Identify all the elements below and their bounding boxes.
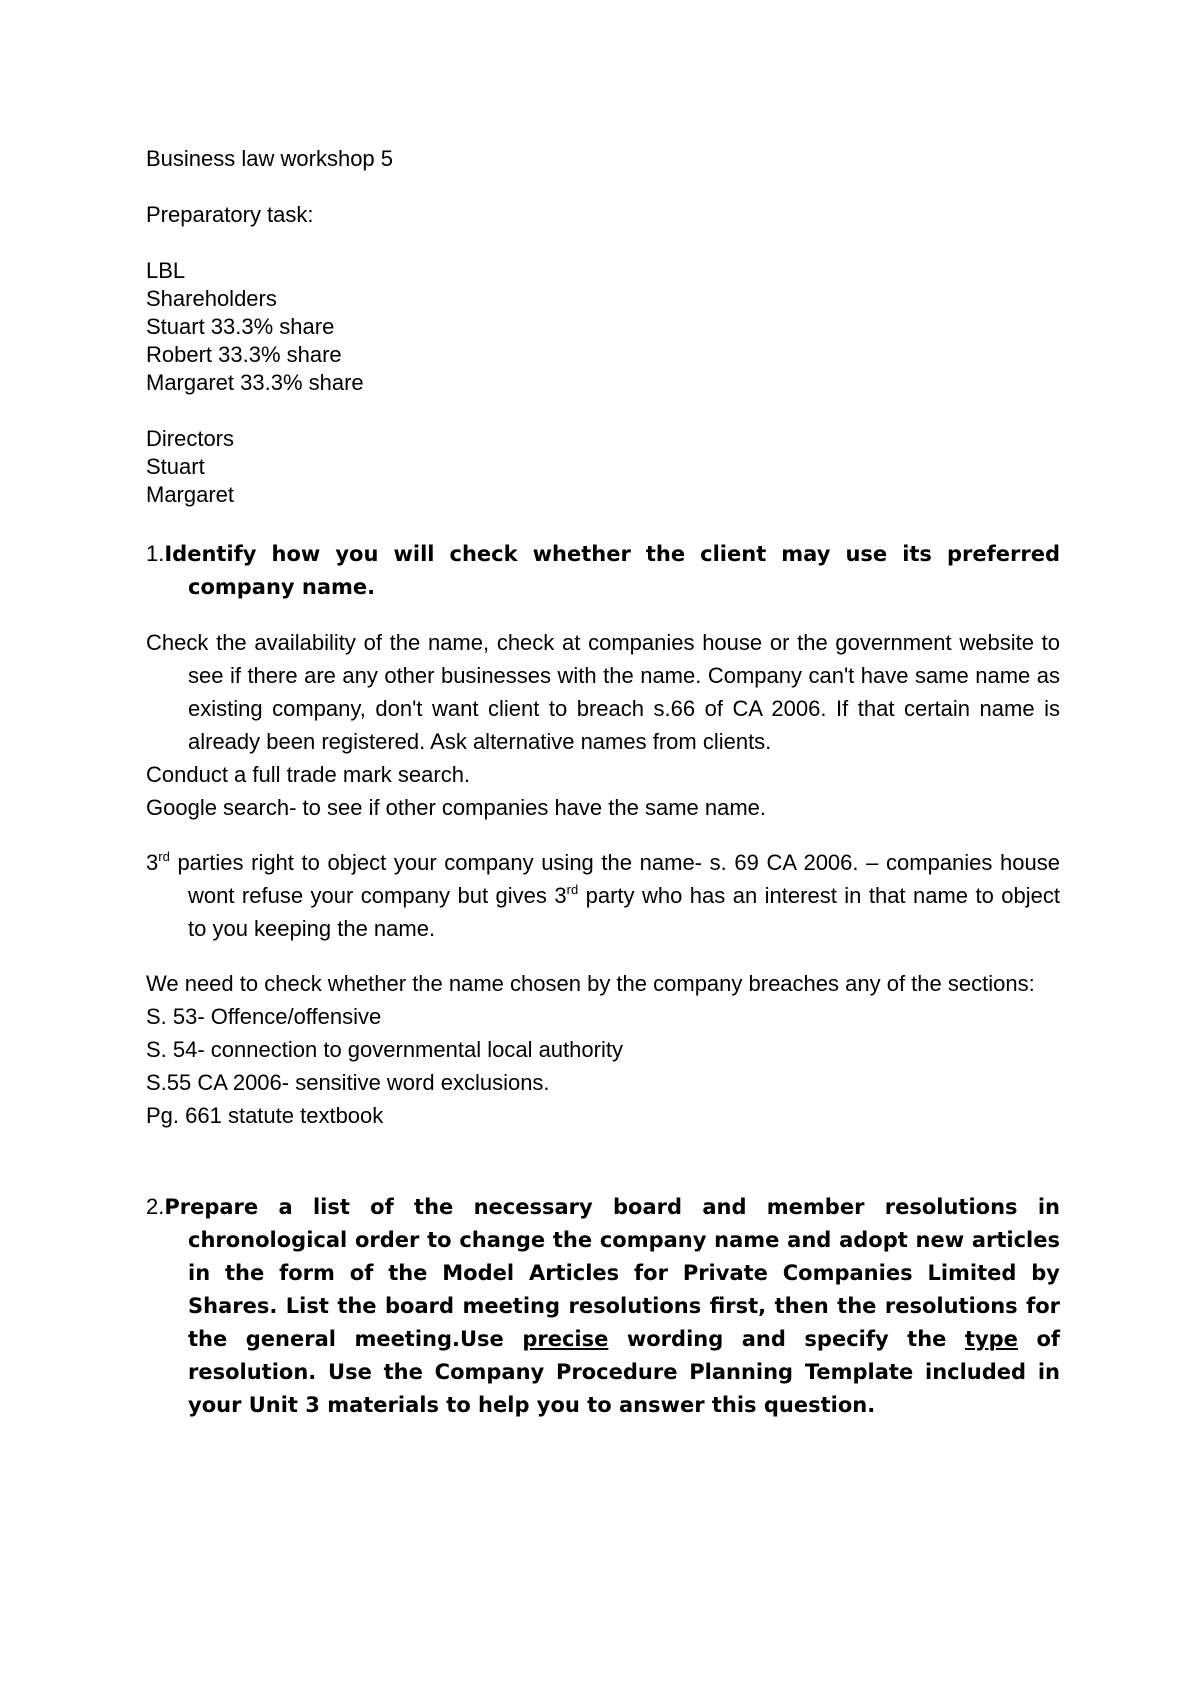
director-item: Margaret (146, 482, 235, 507)
section-item: S. 53- Offence/offensive (146, 1004, 382, 1029)
ordinal-suffix: rd (566, 882, 579, 897)
director-item: Stuart (146, 454, 205, 479)
question-2-emphasis-precise: precise (522, 1327, 609, 1351)
question-2-text: wording and specify the (608, 1327, 965, 1351)
directors-label: Directors (146, 426, 235, 451)
document-body (146, 145, 1060, 1422)
shareholder-item: Stuart 33.3% share (146, 314, 335, 339)
shareholder-item: Robert 33.3% share (146, 342, 342, 367)
question-2-number: 2. (146, 1194, 165, 1219)
section-item: S.55 CA 2006- sensitive word exclusions. (146, 1070, 550, 1095)
third-party-text: 3 (146, 850, 159, 875)
question-2 (146, 1190, 1060, 1422)
shareholder-item: Margaret 33.3% share (146, 370, 364, 395)
question-2-emphasis-type: type (964, 1327, 1018, 1351)
document-title: Business law workshop 5 (146, 146, 394, 171)
section-item: S. 54- connection to governmental local authority (146, 1037, 623, 1062)
third-party-paragraph (146, 846, 1060, 945)
question-1 (146, 537, 1060, 604)
question-1-number: 1. (146, 541, 165, 566)
sections-intro: We need to check whether the name chosen by the company breaches any of the sections: (146, 971, 1035, 996)
answer-1-google-line: Google search- to see if other companies have the same name. (146, 795, 767, 820)
third-party-text: party who has an interest in that name to object to you keeping the name. (188, 883, 1060, 941)
company-name: LBL (146, 258, 186, 283)
ordinal-suffix: rd (158, 849, 170, 864)
question-2-text: Prepare a list of the necessary board and member resolutions in chronological order to change the company name and adopt new articles in the form of the Model Articles for Private Companies Limited by Shares. List the board meeting resolutions first, then the resolutions for the general meeting.Use (164, 1195, 1060, 1351)
preparatory-task-label: Preparatory task: (146, 202, 314, 227)
question-2-text: of resolution. Use the Company Procedure Planning Template included in your Unit 3 materials to help you to answer this question. (188, 1327, 1061, 1417)
answer-1-paragraph: Check the availability of the name, check at companies house or the government website to see if there are any other businesses with the name. Company can't have same name as existing company, don't want client to breach s.66 of CA 2006. If that certain name is already been registered. Ask alternative names from clients. (146, 630, 1060, 754)
section-item: Pg. 661 statute textbook (146, 1103, 384, 1128)
third-party-text: parties right to object your company using the name- s. 69 CA 2006. – companies house wont refuse your company but gives 3 (169, 850, 1060, 908)
shareholders-label: Shareholders (146, 286, 277, 311)
answer-1-trademark-line: Conduct a full trade mark search. (146, 762, 471, 787)
question-1-text: Identify how you will check whether the client may use its preferred company name. (164, 542, 1060, 599)
